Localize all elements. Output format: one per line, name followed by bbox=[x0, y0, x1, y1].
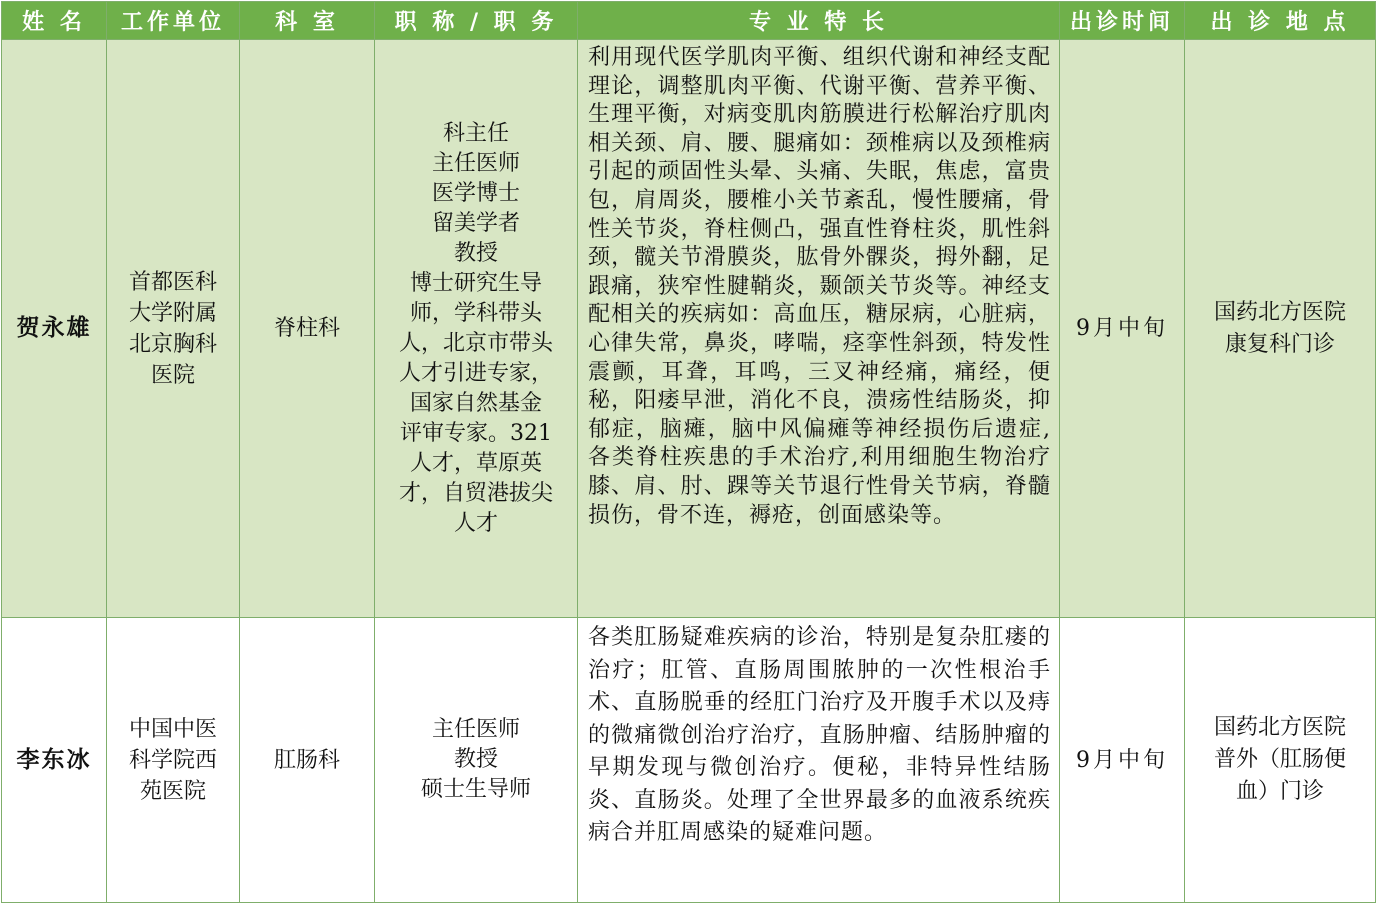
table-row bbox=[2, 618, 1376, 903]
clinic-place-line: 血）门诊 bbox=[1235, 779, 1324, 804]
job-title-line: 人，北京市带头 bbox=[398, 330, 553, 356]
doctor-name: 贺永雄 bbox=[2, 40, 107, 618]
job-title bbox=[375, 618, 578, 903]
clinic-time: 9月中旬 bbox=[1060, 40, 1185, 618]
job-title-line: 人才，草原英 bbox=[409, 450, 542, 476]
work-unit-line: 苑医院 bbox=[139, 778, 206, 804]
header-time: 出诊时间 bbox=[1060, 2, 1185, 40]
specialty-text: 各类肛肠疑难疾病的诊治，特别是复杂肛瘘的治疗；肛管、直肠周围脓肿的一次性根治手术、直肠脱垂的经肛门治疗及开腹手术以及痔的微痛微创治疗治疗，直肠肿瘤、结肠肿瘤的早期发现与微创治疗。便秘，非特异性结肠炎、直肠炎。处理了全世界最多的血液系统疾病合并肛周感染的疑难问题。 bbox=[578, 618, 1060, 903]
doctor-name: 李东冰 bbox=[2, 618, 107, 903]
job-title-line: 留美学者 bbox=[431, 210, 520, 236]
clinic-place-line: 国药北方医院 bbox=[1213, 299, 1346, 325]
work-unit-line: 大学附属 bbox=[128, 300, 217, 326]
clinic-time: 9月中旬 bbox=[1060, 618, 1185, 903]
work-unit-line: 科学院西 bbox=[128, 747, 217, 773]
header-department: 科 室 bbox=[240, 2, 375, 40]
job-title-line: 主任医师 bbox=[431, 150, 520, 176]
clinic-place bbox=[1185, 40, 1376, 618]
work-unit-line: 北京胸科 bbox=[128, 331, 217, 357]
job-title-line: 评审专家。321 bbox=[400, 420, 552, 446]
job-title-line: 医学博士 bbox=[431, 180, 520, 206]
job-title-line: 博士研究生导 bbox=[409, 270, 542, 296]
clinic-schedule-table bbox=[1, 1, 1376, 903]
job-title-line: 国家自然基金 bbox=[409, 390, 542, 416]
job-title-line: 人才 bbox=[453, 510, 498, 536]
work-unit bbox=[107, 40, 240, 618]
work-unit bbox=[107, 618, 240, 903]
job-title-line: 人才引进专家， bbox=[398, 360, 553, 386]
specialty-text: 利用现代医学肌肉平衡、组织代谢和神经支配理论，调整肌肉平衡、代谢平衡、营养平衡、生理平衡，对病变肌肉筋膜进行松解治疗肌肉相关颈、肩、腰、腿痛如：颈椎病以及颈椎病引起的顽固性头晕、头痛、失眠，焦虑，富贵包，肩周炎，腰椎小关节紊乱，慢性腰痛，骨性关节炎，脊柱侧凸，强直性脊柱炎，肌性斜颈，髋关节滑膜炎，肱骨外髁炎，拇外翻，足跟痛，狭窄性腱鞘炎，颞颌关节炎等。神经支配相关的疾病如：高血压，糖尿病，心脏病，心律失常，鼻炎，哮喘，痉挛性斜颈，特发性震颤，耳聋，耳鸣，三叉神经痛，痛经，便秘，阳痿早泄，消化不良，溃疡性结肠炎，抑郁症，脑瘫，脑中风偏瘫等神经损伤后遗症,各类脊柱疾患的手术治疗,利用细胞生物治疗膝、肩、肘、踝等关节退行性骨关节病，脊髓损伤，骨不连，褥疮，创面感染等。 bbox=[578, 40, 1060, 618]
header-place: 出 诊 地 点 bbox=[1185, 2, 1376, 40]
work-unit-line: 医院 bbox=[150, 362, 195, 388]
job-title-line: 科主任 bbox=[442, 120, 509, 146]
job-title-line: 教授 bbox=[453, 240, 498, 266]
clinic-place bbox=[1185, 618, 1376, 903]
header-specialty: 专 业 特 长 bbox=[578, 2, 1060, 40]
header-unit: 工作单位 bbox=[107, 2, 240, 40]
job-title-line: 师，学科带头 bbox=[409, 300, 542, 326]
clinic-place-line: 普外（肛肠便 bbox=[1213, 747, 1346, 772]
job-title-line: 才，自贸港拔尖 bbox=[398, 480, 553, 506]
department: 脊柱科 bbox=[240, 40, 375, 618]
clinic-place-line: 康复科门诊 bbox=[1224, 331, 1335, 357]
header-name: 姓 名 bbox=[2, 2, 107, 40]
job-title-line: 教授 bbox=[453, 747, 498, 772]
header-row bbox=[2, 2, 1376, 40]
job-title-line: 硕士生导师 bbox=[420, 777, 531, 802]
header-title: 职 称 / 职 务 bbox=[375, 2, 578, 40]
department: 肛肠科 bbox=[240, 618, 375, 903]
table-row bbox=[2, 40, 1376, 618]
job-title-line: 主任医师 bbox=[431, 717, 520, 742]
work-unit-line: 中国中医 bbox=[128, 716, 217, 742]
clinic-place-line: 国药北方医院 bbox=[1213, 715, 1346, 740]
work-unit-line: 首都医科 bbox=[128, 269, 217, 295]
job-title bbox=[375, 40, 578, 618]
